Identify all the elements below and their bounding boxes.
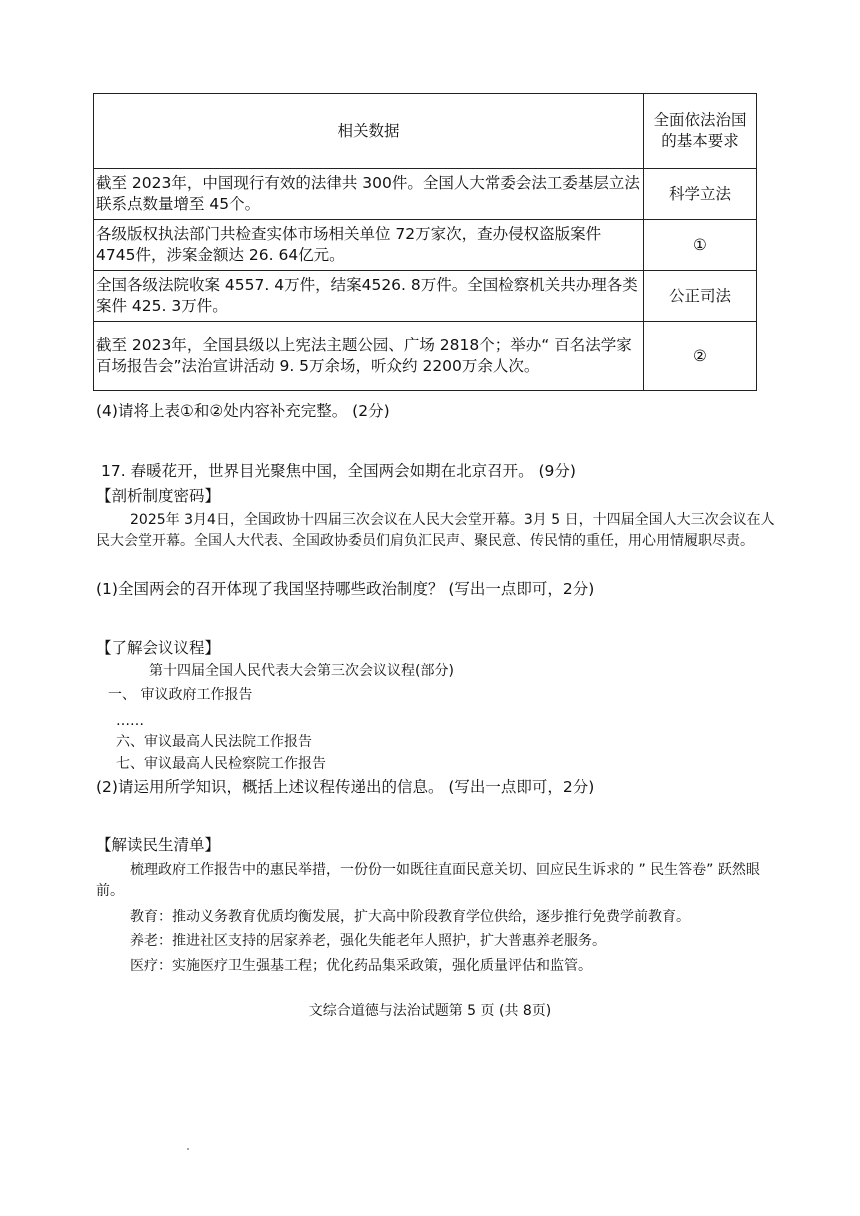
section-paragraph: 梳理政府工作报告中的惠民举措，一份份一如既往直面民意关切、回应民生诉求的 ” 民生答卷” 跃然眼前。 [96,862,760,899]
table-header-row [94,94,757,169]
table-cell-requirement: ① [644,220,757,271]
table-cell-data: 各级版权执法部门共检查实体市场相关单位 72万家次，查办侵权盗版案件 4745件，涉案金额达 26. 64亿元。 [94,220,644,271]
livelihood-item: 养老：推进社区支持的居家养老，强化失能老年人照护，扩大普惠养老服务。 [130,933,606,949]
table-row [94,271,757,322]
table-row [94,169,757,220]
table-cell-data: 截至 2023年，中国现行有效的法律共 300件。全国人大常委会法工委基层立法联系点数量增至 45个。 [94,169,644,220]
agenda-title: 第十四届全国人民代表大会第三次会议议程(部分) [149,663,454,679]
table-row [94,220,757,271]
question-4: (4)请将上表①和②处内容补充完整。 (2分) [96,402,390,420]
page-footer: 文综合道德与法治试题第 5 页 (共 8页) [308,1003,552,1019]
section-heading: 【解读民生清单】 [96,836,221,854]
livelihood-item: 医疗：实施医疗卫生强基工程；优化药品集采政策，强化质量评估和监管。 [130,958,592,974]
table-cell-requirement: 科学立法 [644,169,757,220]
header-related-data: 相关数据 [94,94,644,169]
table-cell-requirement: 公正司法 [644,271,757,322]
table-cell-requirement: ② [644,322,757,391]
section-heading: 【了解会议议程】 [96,639,221,657]
question-17-title: 17. 春暖花开，世界目光聚焦中国，全国两会如期在北京召开。 (9分) [101,462,576,480]
livelihood-item: 教育：推动义务教育优质均衡发展，扩大高中阶段教育学位供给，逐步推行免费学前教育。 [130,909,690,925]
agenda-item: …… [116,713,144,729]
agenda-item: 七、审议最高人民检察院工作报告 [116,756,326,772]
table-cell-data: 截至 2023年，全国县级以上宪法主题公园、广场 2818个；举办“ 百名法学家百场报告会”法治宣讲活动 9. 5万余场，听众约 2200万余人次。 [94,322,644,391]
speck [187,1148,189,1150]
agenda-item: 一、 审议政府工作报告 [108,687,253,703]
section-heading: 【剖析制度密码】 [96,487,221,505]
data-table [93,93,757,391]
table-row [94,322,757,391]
section-paragraph: 2025年 3月4日，全国政协十四届三次会议在人民大会堂开幕。3月 5 日，十四届全国人大三次会议在人民大会堂开幕。全国人大代表、全国政协委员们肩负汇民声、聚民意、传民情的重任，用心用情履职尽责。 [96,512,775,549]
question-17-2: (2)请运用所学知识，概括上述议程传递出的信息。 (写出一点即可，2分) [96,778,595,796]
question-17-1: (1)全国两会的召开体现了我国坚持哪些政治制度？ (写出一点即可，2分) [96,580,595,598]
table-cell-data: 全国各级法院收案 4557. 4万件，结案4526. 8万件。全国检察机关共办理各类案件 425. 3万件。 [94,271,644,322]
header-basic-requirement: 全面依法治国的基本要求 [644,94,757,169]
agenda-item: 六、审议最高人民法院工作报告 [116,734,312,750]
